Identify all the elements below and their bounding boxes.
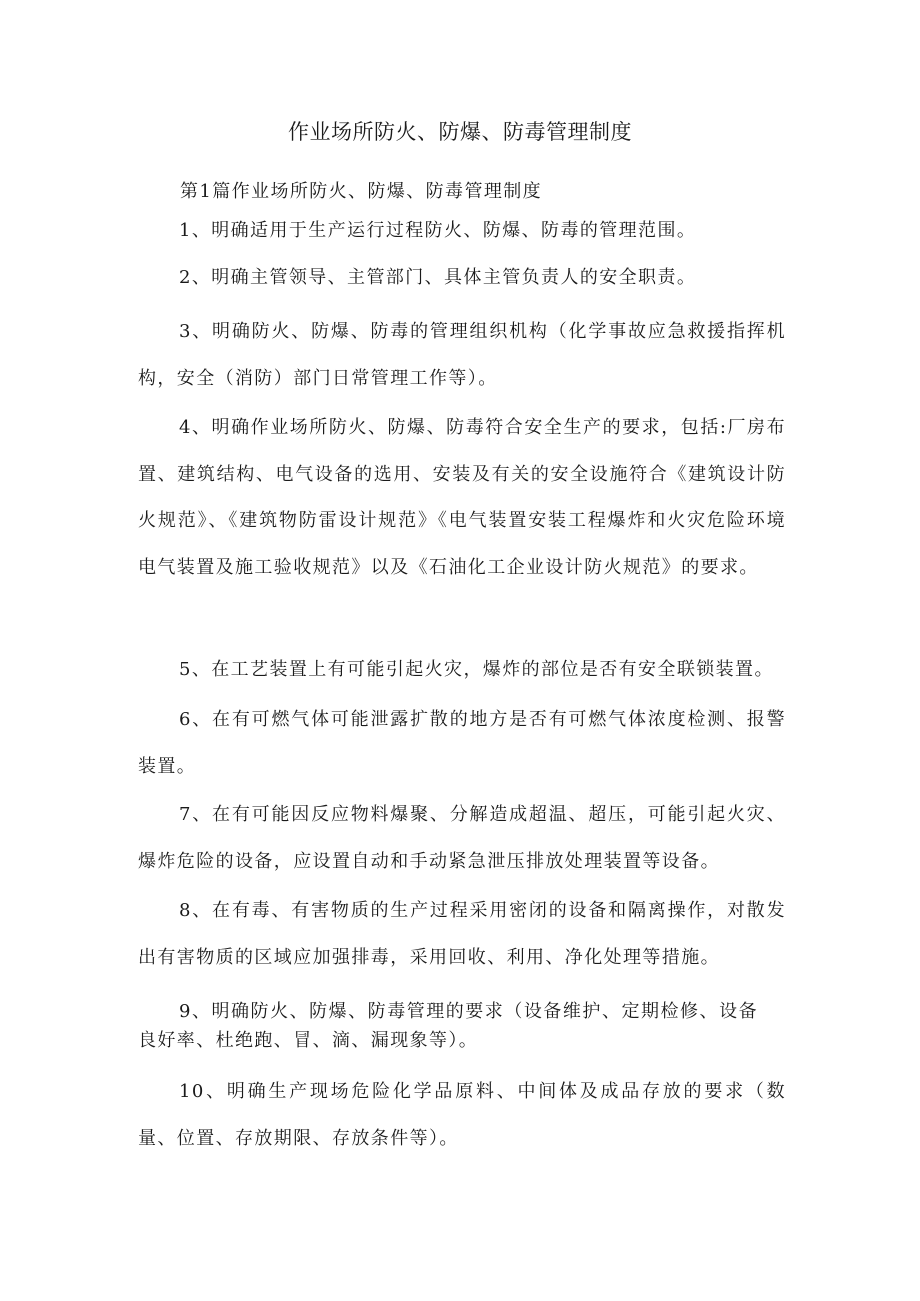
paragraph-1: 1、明确适用于生产运行过程防火、防爆、防毒的管理范围。: [179, 220, 697, 241]
paragraph-10: 10、明确生产现场危险化学品原料、中间体及成品存放的要求（数量、位置、存放期限、存放条件等）。: [138, 1081, 786, 1149]
paragraph-4: 4、明确作业场所防火、防爆、防毒符合安全生产的要求，包括:厂房布置、建筑结构、电气设备的选用、安装及有关的安全设施符合《建筑设计防火规范》、《建筑物防雷设计规范》《电气装置安装工程爆炸和火灾危险环境电气装置及施工验收规范》以及《石油化工企业设计防火规范》的要求。: [138, 417, 786, 578]
paragraph-7: 7、在有可能因反应物料爆聚、分解造成超温、超压，可能引起火灾、爆炸危险的设备，应设置自动和手动紧急泄压排放处理装置等设备。: [138, 804, 786, 872]
paragraph-3: 3、明确防火、防爆、防毒的管理组织机构（化学事故应急救援指挥机构，安全（消防）部门日常管理工作等）。: [138, 321, 786, 389]
paragraph-2: 2、明确主管领导、主管部门、具体主管负责人的安全职责。: [179, 267, 697, 288]
document-title: 作业场所防火、防爆、防毒管理制度: [288, 120, 632, 144]
paragraph-8: 8、在有毒、有害物质的生产过程采用密闭的设备和隔离操作，对散发出有害物质的区域应加强排毒，采用回收、利用、净化处理等措施。: [138, 900, 786, 968]
document-subtitle: 第1篇作业场所防火、防爆、防毒管理制度: [180, 181, 543, 202]
paragraph-9: 9、明确防火、防爆、防毒管理的要求（设备维护、定期检修、设备良好率、杜绝跑、冒、滴、漏现象等）。: [138, 1001, 758, 1051]
paragraph-6: 6、在有可燃气体可能泄露扩散的地方是否有可燃气体浓度检测、报警装置。: [138, 709, 786, 777]
paragraph-5: 5、在工艺装置上有可能引起火灾，爆炸的部位是否有安全联锁装置。: [179, 659, 774, 680]
